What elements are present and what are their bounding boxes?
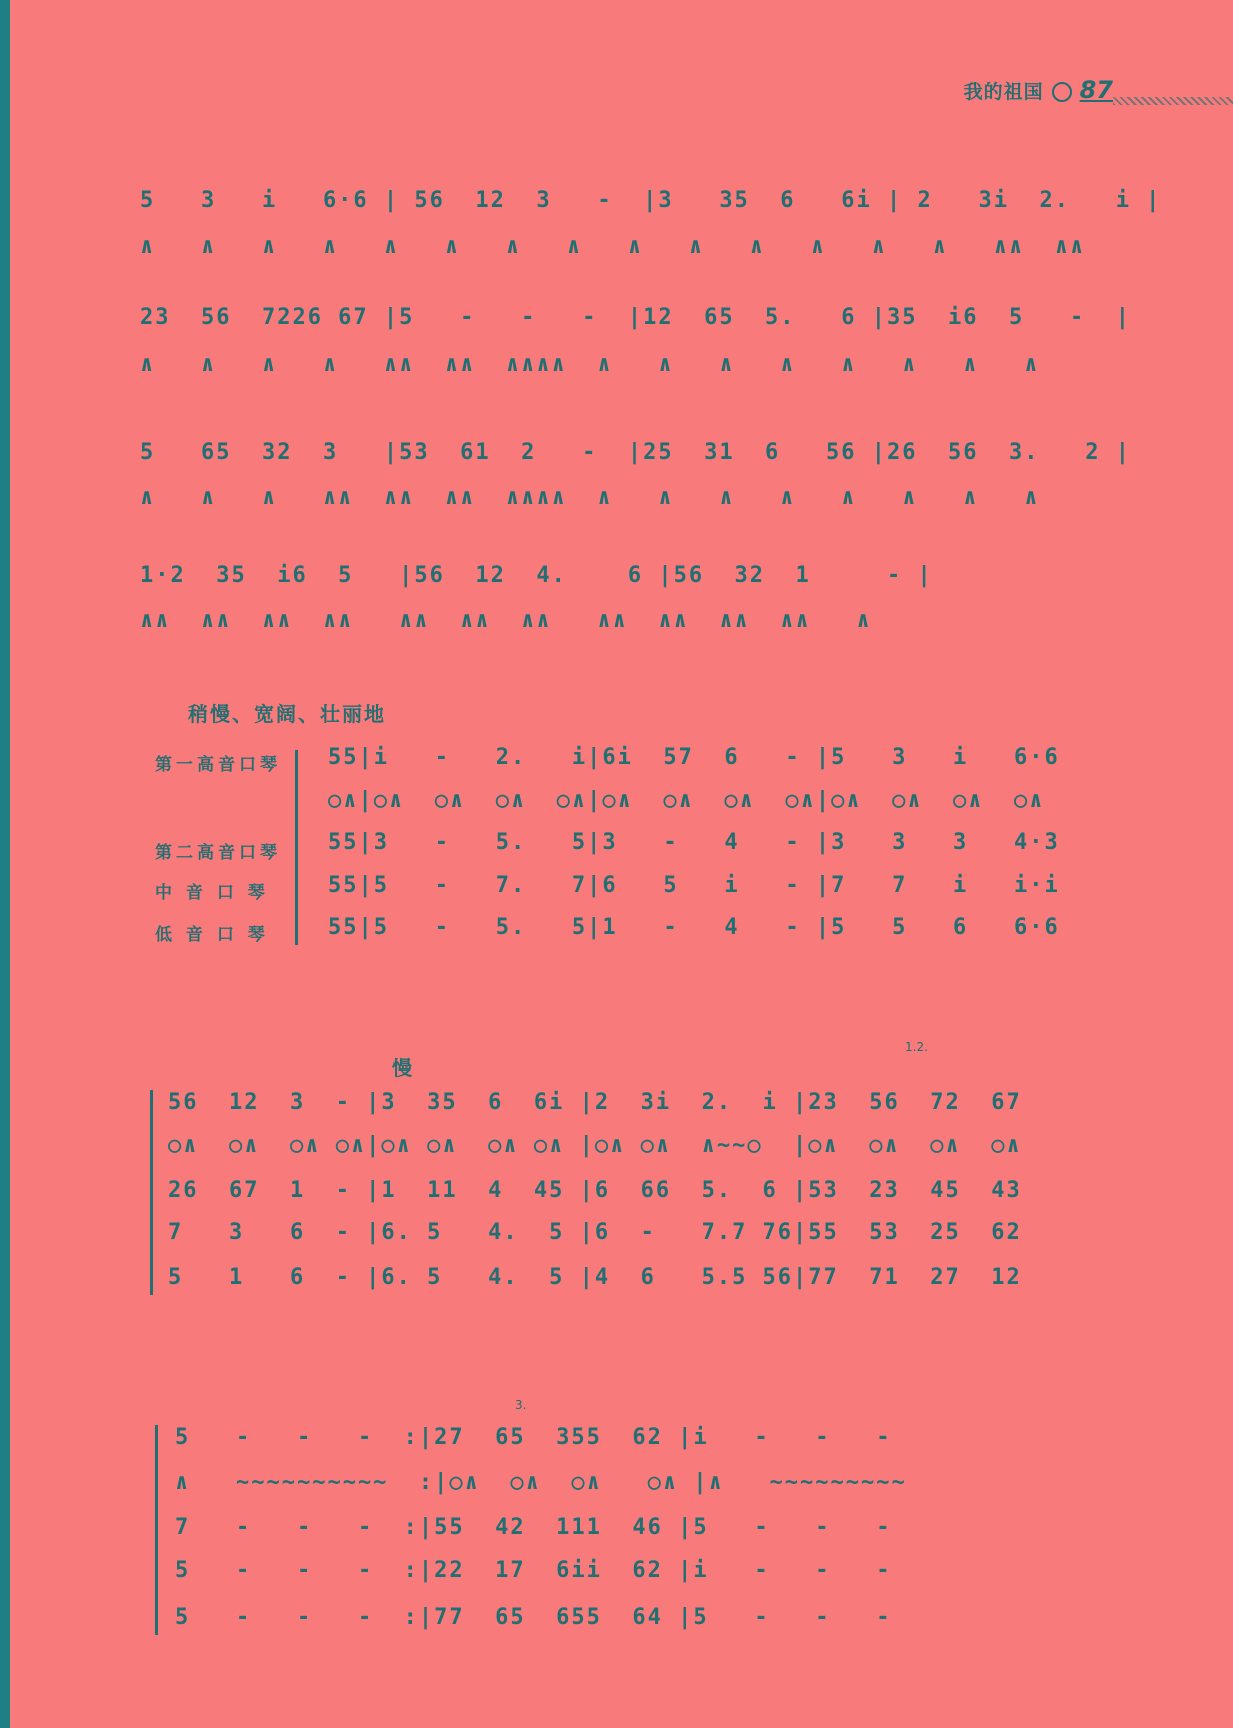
system-1-brace	[295, 750, 298, 945]
slow-marking: 慢	[392, 1056, 412, 1080]
sys2-part1: 56 12 3 - |3 35 6 6i |2 3i 2. i |23 56 72 67	[168, 1090, 1022, 1115]
system-2-brace	[150, 1090, 153, 1295]
hatch-decoration	[1113, 97, 1233, 105]
part-label-1: 第一高音口琴	[155, 755, 281, 775]
melody-row-1-notes: 5 3 i 6·6 | 56 12 3 - |3 35 6 6i | 2 3i 2. i |	[140, 188, 1162, 213]
sys2-part2: 26 67 1 - |1 11 4 45 |6 66 5. 6 |53 23 45 43	[168, 1178, 1022, 1203]
melody-row-4-notes: 1·2 35 i6 5 |56 12 4. 6 |56 32 1 - |	[140, 563, 933, 588]
sys2-breath: ○∧ ○∧ ○∧ ○∧|○∧ ○∧ ○∧ ○∧ |○∧ ○∧ ∧~~○ |○∧ ○∧ ○∧ ○∧	[168, 1133, 1022, 1158]
sys3-part4: 5 - - - :|77 65 655 64 |5 - - -	[175, 1605, 892, 1630]
melody-row-3-notes: 5 65 32 3 |53 61 2 - |25 31 6 56 |26 56 3. 2 |	[140, 440, 1131, 465]
melody-row-2-breath: ∧ ∧ ∧ ∧ ∧∧ ∧∧ ∧∧∧∧ ∧ ∧ ∧ ∧ ∧ ∧ ∧ ∧	[140, 352, 1040, 377]
sys3-breath: ∧ ~~~~~~~~~~ :|○∧ ○∧ ○∧ ○∧ |∧ ~~~~~~~~~	[175, 1470, 907, 1495]
page-edge	[0, 0, 10, 1728]
sys3-part2: 7 - - - :|55 42 111 46 |5 - - -	[175, 1515, 892, 1540]
sys1-part2: 55|3 - 5. 5|3 - 4 - |3 3 3 4·3	[328, 830, 1060, 855]
sys1-part1: 55|i - 2. i|6i 57 6 - |5 3 i 6·6	[328, 745, 1060, 770]
sys2-part4: 5 1 6 - |6. 5 4. 5 |4 6 5.5 56|77 71 27 12	[168, 1265, 1022, 1290]
part-label-2: 第二高音口琴	[155, 843, 281, 863]
sys3-part3: 5 - - - :|22 17 6ii 62 |i - - -	[175, 1558, 892, 1583]
song-title: 我的祖国	[963, 81, 1044, 103]
volta-3: 3.	[515, 1398, 527, 1412]
page-number: 87	[1079, 76, 1113, 104]
circle-icon	[1052, 82, 1072, 102]
sys1-breath: ○∧|○∧ ○∧ ○∧ ○∧|○∧ ○∧ ○∧ ○∧|○∧ ○∧ ○∧ ○∧	[328, 788, 1045, 813]
sys2-part3: 7 3 6 - |6. 5 4. 5 |6 - 7.7 76|55 53 25 62	[168, 1220, 1022, 1245]
part-label-3: 中 音 口 琴	[155, 883, 269, 903]
sys1-part4: 55|5 - 5. 5|1 - 4 - |5 5 6 6·6	[328, 915, 1060, 940]
volta-1-2: 1.2.	[905, 1040, 928, 1054]
melody-row-4-breath: ∧∧ ∧∧ ∧∧ ∧∧ ∧∧ ∧∧ ∧∧ ∧∧ ∧∧ ∧∧ ∧∧ ∧	[140, 608, 872, 633]
melody-row-1-breath: ∧ ∧ ∧ ∧ ∧ ∧ ∧ ∧ ∧ ∧ ∧ ∧ ∧ ∧ ∧∧ ∧∧	[140, 234, 1086, 259]
sys1-part3: 55|5 - 7. 7|6 5 i - |7 7 i i·i	[328, 873, 1060, 898]
part-label-4: 低 音 口 琴	[155, 925, 269, 945]
tempo-marking: 稍慢、宽阔、壮丽地	[188, 702, 386, 726]
page-header	[964, 76, 1113, 104]
melody-row-3-breath: ∧ ∧ ∧ ∧∧ ∧∧ ∧∧ ∧∧∧∧ ∧ ∧ ∧ ∧ ∧ ∧ ∧ ∧	[140, 485, 1040, 510]
system-3-brace	[155, 1425, 158, 1635]
melody-row-2-notes: 23 56 7226 67 |5 - - - |12 65 5. 6 |35 i6 5 - |	[140, 305, 1131, 330]
sys3-part1: 5 - - - :|27 65 355 62 |i - - -	[175, 1425, 892, 1450]
